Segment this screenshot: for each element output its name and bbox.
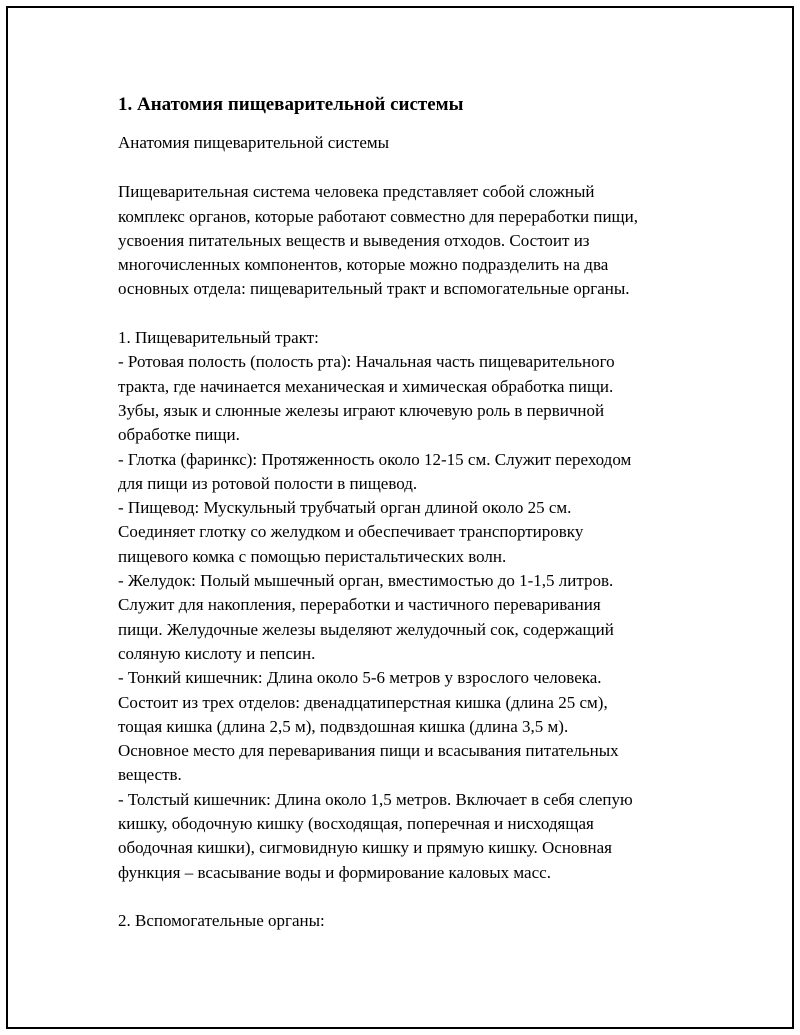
paragraph-gap bbox=[118, 885, 718, 909]
section-line: - Желудок: Полый мышечный орган, вместимостью до 1-1,5 литров. bbox=[118, 571, 614, 591]
section-line: для пищи из ротовой полости в пищевод. bbox=[118, 473, 418, 493]
section-line: функция – всасывание воды и формирование каловых масс. bbox=[118, 862, 551, 882]
section-line: Состоит из трех отделов: двенадцатиперстная кишка (длина 25 см), bbox=[118, 692, 608, 712]
intro-line: многочисленных компонентов, которые можно подразделить на два bbox=[118, 255, 609, 275]
document-subtitle: Анатомия пищеварительной системы bbox=[118, 133, 390, 152]
intro-line: Пищеварительная система человека представляет собой сложный bbox=[118, 182, 595, 202]
section-digestive-tract bbox=[118, 326, 718, 885]
intro-line: комплекс органов, которые работают совместно для переработки пищи, bbox=[118, 206, 638, 226]
section-line: тракта, где начинается механическая и химическая обработка пищи. bbox=[118, 376, 614, 396]
document-heading: 1. Анатомия пищеварительной системы bbox=[118, 94, 464, 115]
section-line: Зубы, язык и слюнные железы играют ключевую роль в первичной bbox=[118, 400, 605, 420]
intro-line: основных отдела: пищеварительный тракт и вспомогательные органы. bbox=[118, 279, 630, 299]
section-line: пищи. Желудочные железы выделяют желудочный сок, содержащий bbox=[118, 619, 614, 639]
section-line: Соединяет глотку со желудком и обеспечивает транспортировку bbox=[118, 522, 584, 542]
intro-line: усвоения питательных веществ и выведения отходов. Состоит из bbox=[118, 230, 590, 250]
document-body bbox=[118, 92, 718, 934]
section-line: Основное место для переваривания пищи и всасывания питательных bbox=[118, 741, 619, 761]
section-line: ободочная кишки), сигмовидную кишку и прямую кишку. Основная bbox=[118, 838, 612, 858]
intro-paragraph bbox=[118, 180, 718, 301]
section-line: - Глотка (фаринкс): Протяженность около 12-15 см. Служит переходом bbox=[118, 449, 632, 469]
section-line: пищевого комка с помощью перистальтических волн. bbox=[118, 546, 507, 566]
section-accessory-organs bbox=[118, 909, 718, 933]
section-heading: 2. Вспомогательные органы: bbox=[118, 911, 325, 931]
section-line: тощая кишка (длина 2,5 м), подвздошная кишка (длина 3,5 м). bbox=[118, 716, 569, 736]
section-line: соляную кислоту и пепсин. bbox=[118, 643, 316, 663]
section-line: - Ротовая полость (полость рта): Начальная часть пищеварительного bbox=[118, 352, 615, 372]
section-line: Служит для накопления, переработки и частичного переваривания bbox=[118, 595, 601, 615]
paragraph-gap bbox=[118, 302, 718, 326]
section-line: - Толстый кишечник: Длина около 1,5 метров. Включает в себя слепую bbox=[118, 789, 633, 809]
section-line: обработке пищи. bbox=[118, 425, 240, 445]
section-heading: 1. Пищеварительный тракт: bbox=[118, 328, 319, 348]
section-line: - Тонкий кишечник: Длина около 5-6 метров у взрослого человека. bbox=[118, 668, 602, 688]
section-line: - Пищевод: Мускульный трубчатый орган длиной около 25 см. bbox=[118, 498, 572, 518]
section-line: кишку, ободочную кишку (восходящая, поперечная и нисходящая bbox=[118, 814, 594, 834]
section-line: веществ. bbox=[118, 765, 182, 785]
